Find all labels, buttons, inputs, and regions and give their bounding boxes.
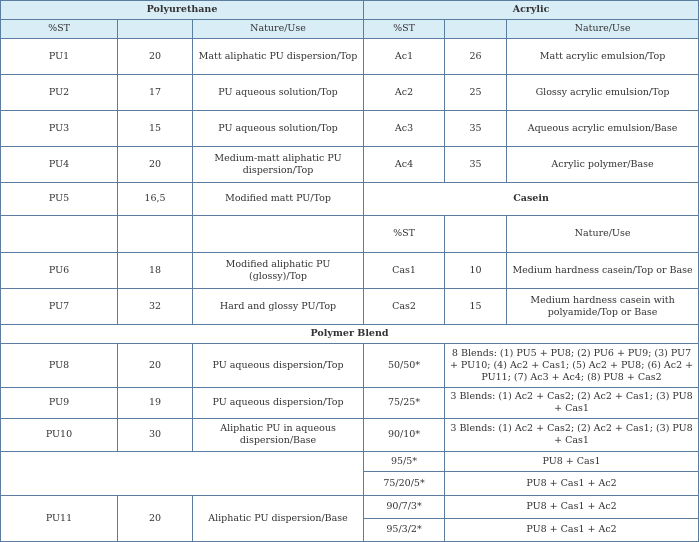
table-row (1, 496, 699, 519)
blend-description: 3 Blends: (1) Ac2 + Cas2; (2) Ac2 + Cas1; (3) PU8 + Cas1 (445, 388, 699, 419)
blend-ratio: 50/50* (364, 344, 445, 388)
blend-description: PU8 + Cas1 (445, 452, 699, 472)
pu-use: PU aqueous dispersion/Top (193, 388, 364, 419)
pu-st-header: %ST (1, 20, 118, 39)
ac-st: 26 (445, 39, 507, 75)
cas-use: Medium hardness casein/Top or Base (507, 253, 699, 289)
pu-id: PU2 (1, 75, 118, 111)
acrylic-header: Acrylic (364, 1, 699, 20)
blend-ratio: 90/7/3* (364, 496, 445, 519)
ac-id: Ac3 (364, 111, 445, 147)
table-row (1, 419, 699, 452)
blend-ratio: 75/25* (364, 388, 445, 419)
pu-use: PU aqueous solution/Top (193, 111, 364, 147)
table-row (1, 147, 699, 183)
pu-st: 20 (118, 147, 193, 183)
ac-id: Ac1 (364, 39, 445, 75)
pu-use: Aliphatic PU dispersion/Base (193, 496, 364, 542)
empty-cell (1, 216, 118, 253)
pu-use: PU aqueous solution/Top (193, 75, 364, 111)
cas-use: Medium hardness casein with polyamide/Top or Base (507, 289, 699, 325)
ac-use: Acrylic polymer/Base (507, 147, 699, 183)
ac-st: 35 (445, 111, 507, 147)
casein-header: Casein (364, 183, 699, 216)
ac-nature-use-header: Nature/Use (507, 20, 699, 39)
pu-use: Matt aliphatic PU dispersion/Top (193, 39, 364, 75)
ac-st-header: %ST (364, 20, 445, 39)
pu-use: Aliphatic PU in aqueous dispersion/Base (193, 419, 364, 452)
empty-cell (1, 452, 364, 496)
ac-st: 25 (445, 75, 507, 111)
pu-st: 15 (118, 111, 193, 147)
pu-id: PU11 (1, 496, 118, 542)
pu-id: PU9 (1, 388, 118, 419)
pu-use: Modified matt PU/Top (193, 183, 364, 216)
table-row (1, 75, 699, 111)
blend-description: PU8 + Cas1 + Ac2 (445, 519, 699, 542)
ac-use: Aqueous acrylic emulsion/Base (507, 111, 699, 147)
pu-st: 19 (118, 388, 193, 419)
polymer-blend-header-row (1, 325, 699, 344)
blend-description: 8 Blends: (1) PU5 + PU8; (2) PU6 + PU9; (3) PU7 + PU10; (4) Ac2 + Cas1; (5) Ac2 + PU8; (6) Ac2 + PU11; (7) Ac3 + Ac4; (8) PU8 + Cas2 (445, 344, 699, 388)
blend-description: 3 Blends: (1) Ac2 + Cas2; (2) Ac2 + Cas1; (3) PU8 + Cas1 (445, 419, 699, 452)
blend-ratio: 75/20/5* (364, 472, 445, 496)
table-row (1, 289, 699, 325)
pu-id: PU5 (1, 183, 118, 216)
pu-use: PU aqueous dispersion/Top (193, 344, 364, 388)
table-row (1, 344, 699, 388)
blend-ratio: 90/10* (364, 419, 445, 452)
table-row (1, 39, 699, 75)
pu-use: Modified aliphatic PU (glossy)/Top (193, 253, 364, 289)
pu-st: 30 (118, 419, 193, 452)
ac-blank-header (445, 20, 507, 39)
blend-ratio: 95/3/2* (364, 519, 445, 542)
empty-cell (118, 216, 193, 253)
table-row (1, 183, 699, 216)
polyurethane-header: Polyurethane (1, 1, 364, 20)
empty-cell (193, 216, 364, 253)
column-header-row (1, 20, 699, 39)
cas-st-header: %ST (364, 216, 445, 253)
blend-ratio: 95/5* (364, 452, 445, 472)
table-row (1, 452, 699, 472)
blend-description: PU8 + Cas1 + Ac2 (445, 472, 699, 496)
table-row (1, 253, 699, 289)
ac-use: Glossy acrylic emulsion/Top (507, 75, 699, 111)
casein-subheader-row (1, 216, 699, 253)
blend-description: PU8 + Cas1 + Ac2 (445, 496, 699, 519)
ac-id: Ac4 (364, 147, 445, 183)
group-header-row (1, 1, 699, 20)
cas-id: Cas1 (364, 253, 445, 289)
ac-use: Matt acrylic emulsion/Top (507, 39, 699, 75)
ac-id: Ac2 (364, 75, 445, 111)
cas-blank-header (445, 216, 507, 253)
pu-use: Medium-matt aliphatic PU dispersion/Top (193, 147, 364, 183)
pu-id: PU8 (1, 344, 118, 388)
pu-nature-use-header: Nature/Use (193, 20, 364, 39)
pu-st: 20 (118, 344, 193, 388)
table-row (1, 111, 699, 147)
pu-blank-header (118, 20, 193, 39)
cas-st: 15 (445, 289, 507, 325)
pu-id: PU1 (1, 39, 118, 75)
pu-st: 18 (118, 253, 193, 289)
pu-id: PU4 (1, 147, 118, 183)
pu-st: 17 (118, 75, 193, 111)
pu-st: 20 (118, 39, 193, 75)
pu-st: 32 (118, 289, 193, 325)
polymer-blend-header: Polymer Blend (1, 325, 699, 344)
pu-st: 16,5 (118, 183, 193, 216)
pu-id: PU6 (1, 253, 118, 289)
cas-id: Cas2 (364, 289, 445, 325)
cas-st: 10 (445, 253, 507, 289)
pu-use: Hard and glossy PU/Top (193, 289, 364, 325)
pu-id: PU3 (1, 111, 118, 147)
pu-id: PU7 (1, 289, 118, 325)
cas-nature-use-header: Nature/Use (507, 216, 699, 253)
table-row (1, 388, 699, 419)
pu-st: 20 (118, 496, 193, 542)
ac-st: 35 (445, 147, 507, 183)
pu-id: PU10 (1, 419, 118, 452)
